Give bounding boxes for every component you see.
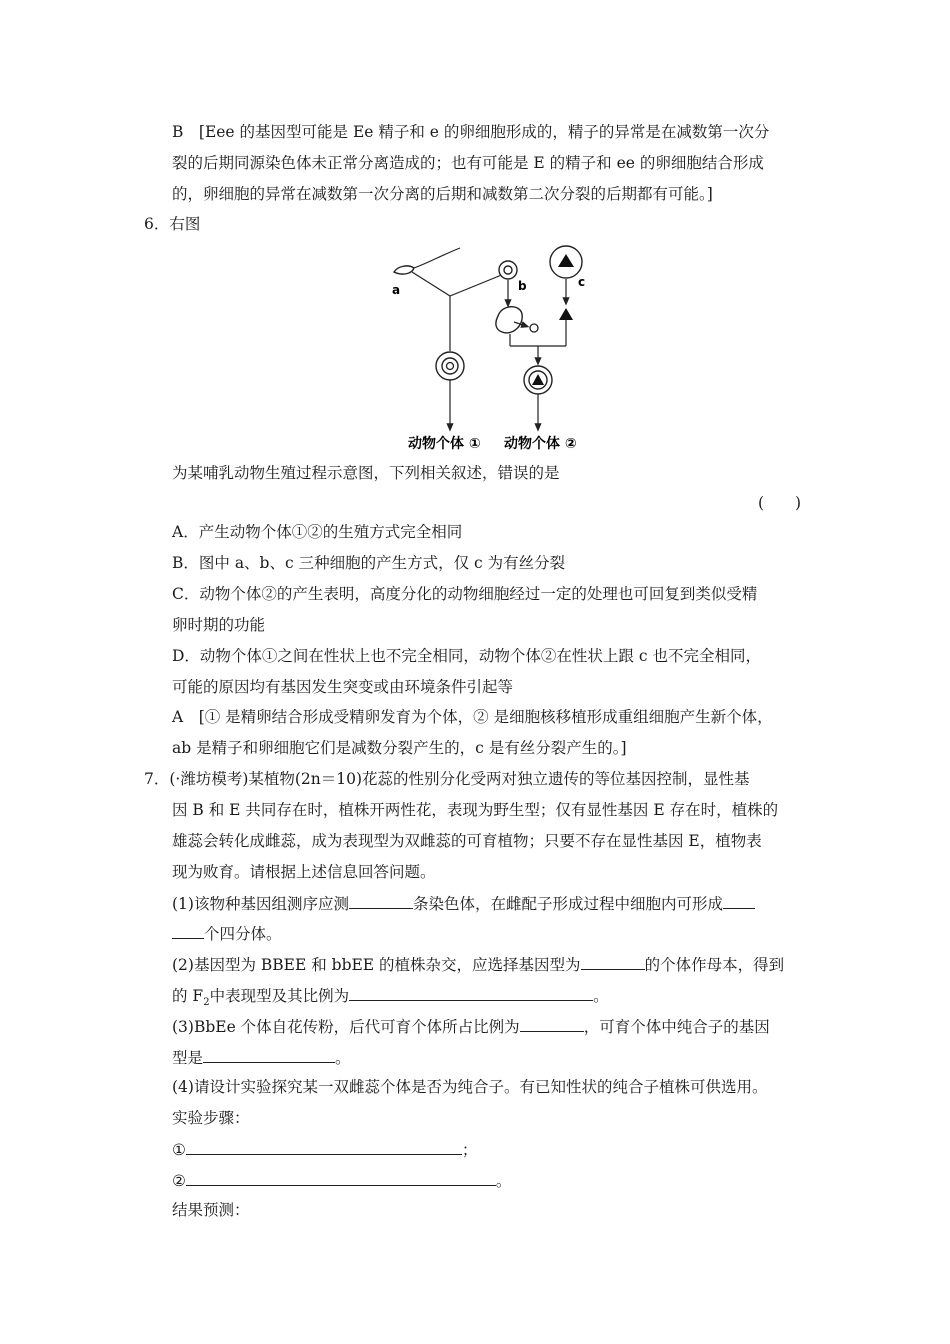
somatic-cell-c <box>550 246 582 278</box>
subq-3-text-d: 。 <box>335 1049 351 1067</box>
subq-1-text-b: 条染色体，在雌配子形成过程中细胞内可形成 <box>412 895 723 913</box>
step-1-line <box>172 1139 477 1160</box>
subq-3-text-b: ，可育个体中纯合子的基因 <box>583 1018 770 1036</box>
option-a: A．产生动物个体①②的生殖方式完全相同 <box>172 523 463 541</box>
reconstructed-cell <box>524 366 552 394</box>
blank-tetrad-count-a[interactable] <box>723 893 755 909</box>
subq-3-line-1 <box>172 1016 770 1037</box>
subq-1-text-c: 个四分体。 <box>204 925 282 943</box>
subq-1-line-1 <box>172 893 755 914</box>
answer-6-line-1: A [① 是精卵结合形成受精卵发育为个体，② 是细胞核移植形成重组细胞产生新个体， <box>172 708 773 726</box>
subq-2-text-d: 中表现型及其比例为 <box>209 987 350 1005</box>
subq-1-text-a: (1)该物种基因组测序应测 <box>172 895 349 913</box>
blank-tetrad-count-b[interactable] <box>172 923 204 939</box>
caption-individual-1: 动物个体 ① <box>408 436 481 452</box>
question-7-intro-4: 现为败育。请根据上述信息回答问题。 <box>172 863 436 881</box>
answer-6-line-2: ab 是精子和卵细胞它们是减数分裂产生的，c 是有丝分裂产生的。] <box>172 739 627 757</box>
blank-step-1[interactable] <box>186 1139 462 1155</box>
step-1-marker: ① <box>172 1141 186 1159</box>
subq-1-line-2 <box>172 923 282 944</box>
blank-chromosome-count[interactable] <box>349 893 413 909</box>
reproduction-diagram <box>380 238 620 460</box>
answer-bracket: ( ) <box>758 494 802 512</box>
subq-2-text-b: 的个体作母本，得到 <box>644 956 785 974</box>
blank-mother-genotype[interactable] <box>581 954 645 970</box>
option-c-cont: 卵时期的功能 <box>172 616 266 634</box>
option-d: D．动物个体①之间在性状上也不完全相同，动物个体②在性状上跟 c 也不完全相同， <box>172 647 761 665</box>
subq-3-text-a: (3)BbEe 个体自花传粉，后代可育个体所占比例为 <box>172 1018 520 1036</box>
removed-nucleus <box>530 324 538 332</box>
label-c: c <box>578 275 586 289</box>
question-6-number: 6．右图 <box>144 215 201 233</box>
subq-2-text-e: 。 <box>593 987 609 1005</box>
step-2-line <box>172 1170 511 1191</box>
step-2-end: 。 <box>495 1172 512 1190</box>
blank-phenotype-ratio[interactable] <box>349 985 593 1001</box>
answer-b-line-2: 裂的后期同源染色体未正常分离造成的；也有可能是 E 的精子和 ee 的卵细胞结合形成 <box>172 154 764 172</box>
label-b: b <box>518 279 527 293</box>
blank-fertile-ratio[interactable] <box>520 1016 584 1032</box>
caption-individual-2: 动物个体 ② <box>504 436 577 452</box>
egg-cell-b <box>499 261 517 279</box>
option-d-cont: 可能的原因均有基因发生突变或由环境条件引起等 <box>172 678 514 696</box>
steps-label: 实验步骤： <box>172 1109 250 1127</box>
subq-4-text: (4)请设计实验探究某一双雌蕊个体是否为纯合子。有已知性状的纯合子植株可供选用。 <box>172 1078 768 1096</box>
zygote-cell <box>436 352 464 380</box>
subq-3-line-2 <box>172 1047 351 1068</box>
enucleated-egg <box>496 307 522 333</box>
step-2-marker: ② <box>172 1172 186 1190</box>
blank-homozygous-genotype[interactable] <box>203 1047 335 1063</box>
subq-2-line-2 <box>172 985 609 1013</box>
donor-nucleus <box>559 308 573 320</box>
result-label: 结果预测： <box>172 1201 250 1219</box>
answer-b-line-1: B [Eee 的基因型可能是 Ee 精子和 e 的卵细胞形成的，精子的异常是在减数第一次分 <box>172 123 770 141</box>
question-7-intro-3: 雄蕊会转化成雌蕊，成为表现型为双雌蕊的可育植物；只要不存在显性基因 E，植物表 <box>172 832 762 850</box>
label-a: a <box>392 283 401 297</box>
question-7-intro-2: 因 B 和 E 共同存在时，植株开两性花，表现为野生型；仅有显性基因 E 存在时，植株的 <box>172 801 779 819</box>
answer-b-line-3: 的，卵细胞的异常在减数第一次分离的后期和减数第二次分裂的后期都有可能。] <box>172 185 713 203</box>
sperm-cell-a <box>394 248 460 274</box>
question-6-stem: 为某哺乳动物生殖过程示意图，下列相关叙述，错误的是 <box>172 464 560 482</box>
subq-2-text-a: (2)基因型为 BBEE 和 bbEE 的植株杂交，应选择基因型为 <box>172 956 581 974</box>
option-c: C．动物个体②的产生表明，高度分化的动物细胞经过一定的处理也可回复到类似受精 <box>172 585 758 603</box>
blank-step-2[interactable] <box>186 1170 496 1186</box>
subq-2-text-c: 的 F <box>172 987 204 1005</box>
subq-3-text-c: 型是 <box>172 1049 204 1067</box>
subscript-2: 2 <box>203 997 210 1009</box>
subq-2-line-1 <box>172 954 784 975</box>
question-7-intro-1: 7．(·潍坊模考)某植物(2n＝10)花蕊的性别分化受两对独立遗传的等位基因控制，显性基 <box>144 770 750 788</box>
option-b: B．图中 a、b、c 三种细胞的产生方式，仅 c 为有丝分裂 <box>172 554 566 572</box>
step-1-end: ； <box>461 1141 478 1159</box>
